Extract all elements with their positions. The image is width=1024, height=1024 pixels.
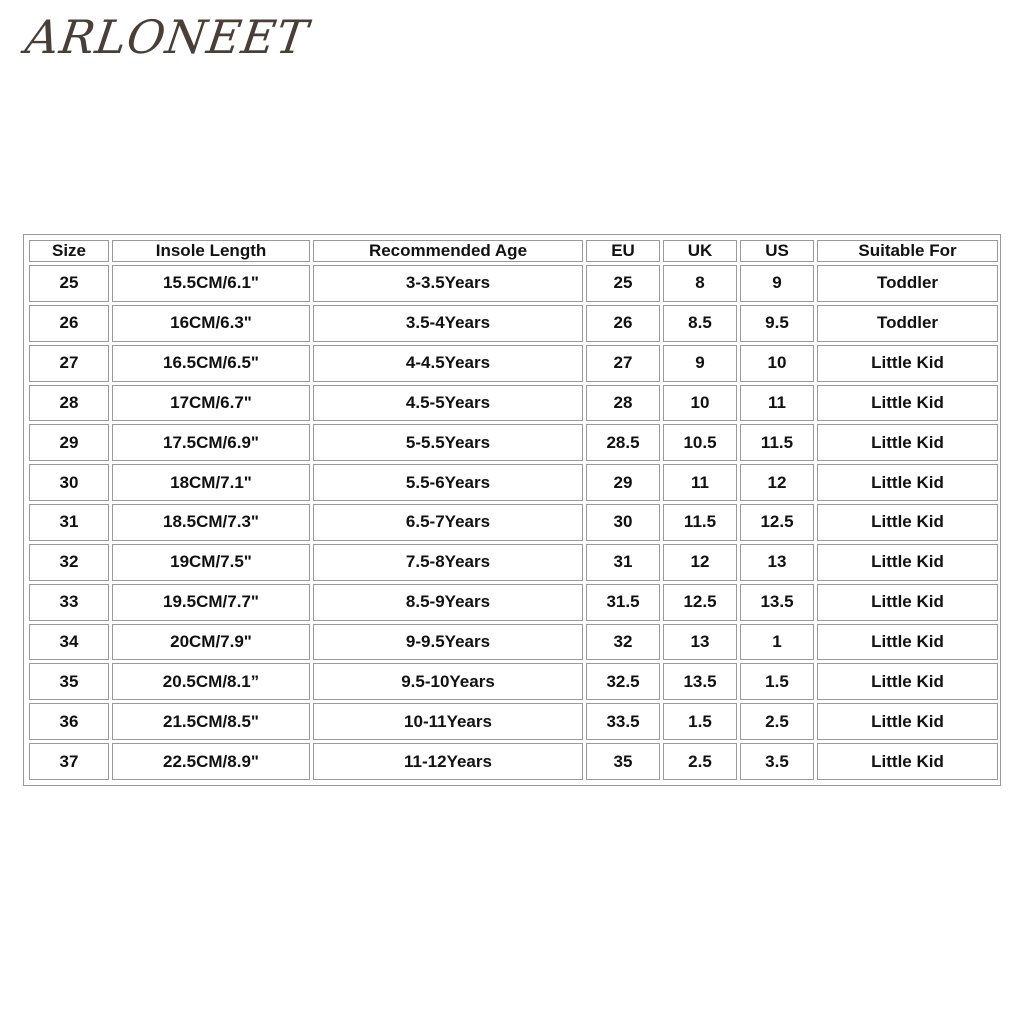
cell-recommended-age: 5-5.5Years [313, 424, 583, 461]
brand-logo: ARLONEET [22, 10, 312, 64]
cell-us: 13 [740, 544, 814, 581]
cell-eu: 31 [586, 544, 660, 581]
cell-suitable-for: Little Kid [817, 703, 998, 740]
cell-insole-length: 20.5CM/8.1” [112, 663, 310, 700]
header-size: Size [29, 240, 109, 262]
cell-size: 36 [29, 703, 109, 740]
cell-size: 25 [29, 265, 109, 302]
cell-eu: 28.5 [586, 424, 660, 461]
table-row [29, 584, 998, 621]
header-us: US [740, 240, 814, 262]
cell-eu: 25 [586, 265, 660, 302]
header-suitable-for: Suitable For [817, 240, 998, 262]
cell-recommended-age: 4-4.5Years [313, 345, 583, 382]
cell-suitable-for: Little Kid [817, 624, 998, 661]
cell-recommended-age: 10-11Years [313, 703, 583, 740]
cell-us: 10 [740, 345, 814, 382]
cell-eu: 31.5 [586, 584, 660, 621]
cell-suitable-for: Little Kid [817, 464, 998, 501]
cell-suitable-for: Little Kid [817, 584, 998, 621]
table-row [29, 385, 998, 422]
cell-us: 11 [740, 385, 814, 422]
cell-eu: 29 [586, 464, 660, 501]
cell-recommended-age: 11-12Years [313, 743, 583, 780]
cell-recommended-age: 8.5-9Years [313, 584, 583, 621]
cell-uk: 13.5 [663, 663, 737, 700]
cell-suitable-for: Little Kid [817, 544, 998, 581]
cell-eu: 30 [586, 504, 660, 541]
cell-recommended-age: 9-9.5Years [313, 624, 583, 661]
cell-insole-length: 19CM/7.5" [112, 544, 310, 581]
cell-uk: 2.5 [663, 743, 737, 780]
cell-size: 32 [29, 544, 109, 581]
cell-suitable-for: Little Kid [817, 504, 998, 541]
cell-suitable-for: Little Kid [817, 743, 998, 780]
cell-recommended-age: 7.5-8Years [313, 544, 583, 581]
cell-uk: 12 [663, 544, 737, 581]
cell-us: 1.5 [740, 663, 814, 700]
cell-size: 34 [29, 624, 109, 661]
size-table [26, 237, 1001, 783]
cell-insole-length: 22.5CM/8.9" [112, 743, 310, 780]
header-recommended-age: Recommended Age [313, 240, 583, 262]
cell-suitable-for: Little Kid [817, 345, 998, 382]
cell-uk: 13 [663, 624, 737, 661]
cell-eu: 26 [586, 305, 660, 342]
cell-size: 37 [29, 743, 109, 780]
cell-eu: 27 [586, 345, 660, 382]
table-row [29, 265, 998, 302]
cell-eu: 33.5 [586, 703, 660, 740]
cell-recommended-age: 4.5-5Years [313, 385, 583, 422]
cell-insole-length: 16.5CM/6.5" [112, 345, 310, 382]
header-uk: UK [663, 240, 737, 262]
table-header-row [29, 240, 998, 262]
cell-size: 27 [29, 345, 109, 382]
cell-size: 31 [29, 504, 109, 541]
cell-eu: 28 [586, 385, 660, 422]
cell-insole-length: 18CM/7.1" [112, 464, 310, 501]
cell-recommended-age: 3-3.5Years [313, 265, 583, 302]
size-chart [23, 234, 1001, 786]
cell-uk: 11.5 [663, 504, 737, 541]
table-body [29, 265, 998, 780]
cell-insole-length: 20CM/7.9" [112, 624, 310, 661]
cell-size: 26 [29, 305, 109, 342]
table-row [29, 464, 998, 501]
cell-us: 9.5 [740, 305, 814, 342]
table-row [29, 305, 998, 342]
cell-recommended-age: 6.5-7Years [313, 504, 583, 541]
cell-suitable-for: Little Kid [817, 424, 998, 461]
cell-insole-length: 19.5CM/7.7" [112, 584, 310, 621]
cell-suitable-for: Toddler [817, 305, 998, 342]
cell-us: 11.5 [740, 424, 814, 461]
cell-insole-length: 17CM/6.7" [112, 385, 310, 422]
cell-insole-length: 18.5CM/7.3" [112, 504, 310, 541]
cell-recommended-age: 3.5-4Years [313, 305, 583, 342]
table-row [29, 663, 998, 700]
cell-uk: 10.5 [663, 424, 737, 461]
cell-us: 12.5 [740, 504, 814, 541]
table-row [29, 624, 998, 661]
cell-uk: 10 [663, 385, 737, 422]
cell-suitable-for: Toddler [817, 265, 998, 302]
cell-uk: 11 [663, 464, 737, 501]
cell-size: 28 [29, 385, 109, 422]
table-row [29, 504, 998, 541]
header-eu: EU [586, 240, 660, 262]
cell-suitable-for: Little Kid [817, 385, 998, 422]
cell-size: 35 [29, 663, 109, 700]
cell-insole-length: 21.5CM/8.5" [112, 703, 310, 740]
cell-uk: 1.5 [663, 703, 737, 740]
table-row [29, 424, 998, 461]
cell-us: 13.5 [740, 584, 814, 621]
cell-insole-length: 17.5CM/6.9" [112, 424, 310, 461]
cell-size: 33 [29, 584, 109, 621]
table-row [29, 703, 998, 740]
cell-size: 29 [29, 424, 109, 461]
cell-uk: 8.5 [663, 305, 737, 342]
table-row [29, 345, 998, 382]
cell-us: 3.5 [740, 743, 814, 780]
cell-recommended-age: 9.5-10Years [313, 663, 583, 700]
cell-insole-length: 16CM/6.3" [112, 305, 310, 342]
table-row [29, 544, 998, 581]
cell-us: 1 [740, 624, 814, 661]
cell-insole-length: 15.5CM/6.1" [112, 265, 310, 302]
cell-eu: 32.5 [586, 663, 660, 700]
cell-uk: 8 [663, 265, 737, 302]
cell-us: 9 [740, 265, 814, 302]
cell-uk: 9 [663, 345, 737, 382]
cell-recommended-age: 5.5-6Years [313, 464, 583, 501]
cell-eu: 32 [586, 624, 660, 661]
cell-suitable-for: Little Kid [817, 663, 998, 700]
table-row [29, 743, 998, 780]
cell-uk: 12.5 [663, 584, 737, 621]
cell-us: 2.5 [740, 703, 814, 740]
cell-size: 30 [29, 464, 109, 501]
cell-eu: 35 [586, 743, 660, 780]
cell-us: 12 [740, 464, 814, 501]
header-insole-length: Insole Length [112, 240, 310, 262]
